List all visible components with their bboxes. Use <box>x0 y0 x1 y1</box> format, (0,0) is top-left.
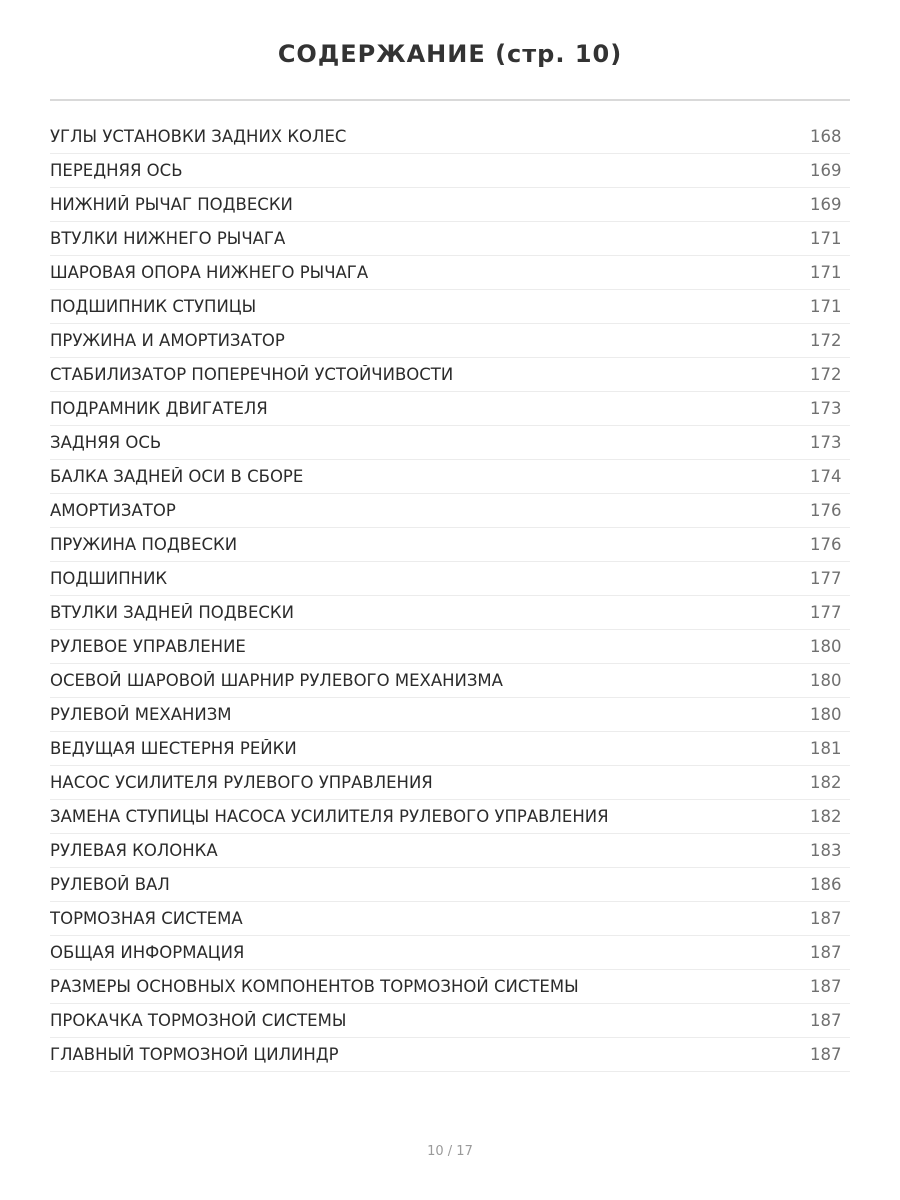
toc-entry-label: РУЛЕВОЙ ВАЛ <box>50 875 170 894</box>
toc-entry-label: ЗАМЕНА СТУПИЦЫ НАСОСА УСИЛИТЕЛЯ РУЛЕВОГО УПРАВЛЕНИЯ <box>50 807 609 826</box>
toc-entry-page-number: 181 <box>810 739 842 758</box>
toc-entry-label: ШАРОВАЯ ОПОРА НИЖНЕГО РЫЧАГА <box>50 263 369 282</box>
toc-entry-page-number: 176 <box>810 535 842 554</box>
toc-entry-page-number: 187 <box>810 943 842 962</box>
toc-entry-page-number: 180 <box>810 637 842 656</box>
toc-entry-page-number: 176 <box>810 501 842 520</box>
toc-entry[interactable] <box>50 732 850 766</box>
toc-entry-page-number: 182 <box>810 773 842 792</box>
toc-entry-label: ПРОКАЧКА ТОРМОЗНОЙ СИСТЕМЫ <box>50 1011 347 1030</box>
toc-entry[interactable] <box>50 834 850 868</box>
toc-entry[interactable] <box>50 766 850 800</box>
toc-entry-page-number: 187 <box>810 909 842 928</box>
toc-entry[interactable] <box>50 562 850 596</box>
toc-entry-page-number: 173 <box>810 399 842 418</box>
toc-entry-page-number: 171 <box>810 263 842 282</box>
toc-entry-label: ПРУЖИНА И АМОРТИЗАТОР <box>50 331 285 350</box>
toc-entry[interactable] <box>50 902 850 936</box>
toc-entry-page-number: 169 <box>810 195 842 214</box>
toc-entry-label: ВТУЛКИ НИЖНЕГО РЫЧАГА <box>50 229 286 248</box>
toc-entry[interactable] <box>50 1038 850 1072</box>
toc-entry-page-number: 172 <box>810 331 842 350</box>
toc-entry-label: ТОРМОЗНАЯ СИСТЕМА <box>50 909 243 928</box>
toc-entry-page-number: 177 <box>810 603 842 622</box>
toc-entry[interactable] <box>50 868 850 902</box>
toc-entry-label: РУЛЕВОЕ УПРАВЛЕНИЕ <box>50 637 246 656</box>
toc-entry-page-number: 180 <box>810 705 842 724</box>
toc-entry-label: ВТУЛКИ ЗАДНЕЙ ПОДВЕСКИ <box>50 603 294 622</box>
toc-entry-page-number: 174 <box>810 467 842 486</box>
toc-entry[interactable] <box>50 1004 850 1038</box>
toc-entry-page-number: 187 <box>810 1045 842 1064</box>
page-title: СОДЕРЖАНИЕ (стр. 10) <box>277 40 623 68</box>
toc-entry-page-number: 171 <box>810 229 842 248</box>
toc-entry[interactable] <box>50 426 850 460</box>
toc-entry-page-number: 172 <box>810 365 842 384</box>
title-divider <box>50 99 850 101</box>
toc-entry-page-number: 168 <box>810 127 842 146</box>
toc-entry-label: ПОДШИПНИК <box>50 569 168 588</box>
toc-entry[interactable] <box>50 698 850 732</box>
toc-entry-label: ГЛАВНЫЙ ТОРМОЗНОЙ ЦИЛИНДР <box>50 1045 339 1064</box>
toc-entry-page-number: 182 <box>810 807 842 826</box>
toc-entry-label: БАЛКА ЗАДНЕЙ ОСИ В СБОРЕ <box>50 467 304 486</box>
toc-entry-label: УГЛЫ УСТАНОВКИ ЗАДНИХ КОЛЕС <box>50 127 347 146</box>
toc-entry-label: НИЖНИЙ РЫЧАГ ПОДВЕСКИ <box>50 195 293 214</box>
toc-entry-page-number: 187 <box>810 1011 842 1030</box>
toc-entry[interactable] <box>50 358 850 392</box>
toc-entry-label: ВЕДУЩАЯ ШЕСТЕРНЯ РЕЙКИ <box>50 739 297 758</box>
toc-entry-page-number: 173 <box>810 433 842 452</box>
toc-entry[interactable] <box>50 290 850 324</box>
toc-entry[interactable] <box>50 630 850 664</box>
toc-entry-page-number: 171 <box>810 297 842 316</box>
toc-entry-label: ПРУЖИНА ПОДВЕСКИ <box>50 535 238 554</box>
page-indicator: 10 / 17 <box>427 1144 473 1159</box>
toc-entry-label: ОСЕВОЙ ШАРОВОЙ ШАРНИР РУЛЕВОГО МЕХАНИЗМА <box>50 671 503 690</box>
toc-entry[interactable] <box>50 154 850 188</box>
toc-entry[interactable] <box>50 528 850 562</box>
toc-entry-label: РУЛЕВАЯ КОЛОНКА <box>50 841 218 860</box>
toc-entry[interactable] <box>50 188 850 222</box>
toc-entry-label: ПОДШИПНИК СТУПИЦЫ <box>50 297 257 316</box>
toc-entry-label: ОБЩАЯ ИНФОРМАЦИЯ <box>50 943 245 962</box>
toc-entry-page-number: 177 <box>810 569 842 588</box>
toc-entry[interactable] <box>50 800 850 834</box>
toc-entry[interactable] <box>50 120 850 154</box>
toc-entry-label: РАЗМЕРЫ ОСНОВНЫХ КОМПОНЕНТОВ ТОРМОЗНОЙ СИСТЕМЫ <box>50 977 579 996</box>
toc-entry[interactable] <box>50 970 850 1004</box>
toc-entry-label: СТАБИЛИЗАТОР ПОПЕРЕЧНОЙ УСТОЙЧИВОСТИ <box>50 365 454 384</box>
toc-entry-page-number: 187 <box>810 977 842 996</box>
toc-entry[interactable] <box>50 664 850 698</box>
toc-entry-label: ПЕРЕДНЯЯ ОСЬ <box>50 161 183 180</box>
toc-entry-page-number: 169 <box>810 161 842 180</box>
toc-entry[interactable] <box>50 494 850 528</box>
toc-entry-page-number: 180 <box>810 671 842 690</box>
toc-entry[interactable] <box>50 324 850 358</box>
toc-entry-label: РУЛЕВОЙ МЕХАНИЗМ <box>50 705 232 724</box>
toc-entry-label: ЗАДНЯЯ ОСЬ <box>50 433 162 452</box>
toc-entry[interactable] <box>50 596 850 630</box>
toc-entry-label: АМОРТИЗАТОР <box>50 501 176 520</box>
toc-entry[interactable] <box>50 936 850 970</box>
toc-entry-page-number: 186 <box>810 875 842 894</box>
toc-entry[interactable] <box>50 222 850 256</box>
toc-entry-label: ПОДРАМНИК ДВИГАТЕЛЯ <box>50 399 268 418</box>
table-of-contents <box>50 120 850 1072</box>
toc-entry-label: НАСОС УСИЛИТЕЛЯ РУЛЕВОГО УПРАВЛЕНИЯ <box>50 773 433 792</box>
toc-entry[interactable] <box>50 460 850 494</box>
toc-entry[interactable] <box>50 256 850 290</box>
toc-entry[interactable] <box>50 392 850 426</box>
toc-entry-page-number: 183 <box>810 841 842 860</box>
